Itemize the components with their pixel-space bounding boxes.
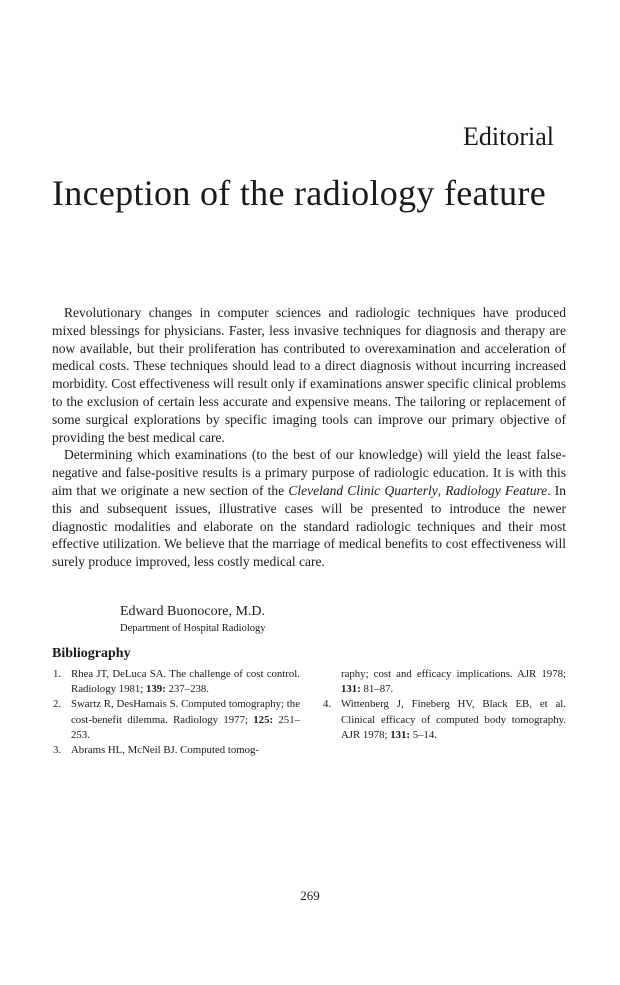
- reference-text: Rhea JT, DeLuca SA. The challenge of cost control. Radiology 1981;: [71, 668, 300, 696]
- article-title: Inception of the radiology feature: [52, 173, 547, 213]
- reference-item: [52, 667, 300, 697]
- reference-number: 4.: [323, 698, 332, 711]
- author-name: Edward Buonocore, M.D.: [120, 604, 266, 619]
- page-number: 269: [300, 888, 320, 903]
- paragraph-1: Revolutionary changes in computer sciences and radiologic techniques have produced mixed blessings for physicians. Faster, less invasive techniques for diagnosis and therapy are now available, but their proliferation has contributed to overexamination and acceleration of medical costs. These techniques should lead to a direct diagnosis without incurring increased morbidity. Cost effectiveness will result only if examinations answer specific clinical problems to the exclusion of certain less accurate and expensive means. The tailoring or replacement of some surgical explorations by specific imaging tools can improve our primary objective of providing the best medical care.: [52, 305, 566, 445]
- reference-text: Abrams HL, McNeil BJ. Computed tomog-: [71, 744, 260, 757]
- paragraph-2-text-a: Determining which examinations (to the best of our knowledge) will yield the least false-negative and false-positive results is a primary purpose of radiologic education. It is with this aim that we originate a new section of the: [52, 447, 566, 498]
- reference-volume: 131:: [390, 728, 410, 741]
- reference-item: [322, 697, 566, 743]
- journal-name: Cleveland Clinic Quarterly: [288, 482, 438, 498]
- signature: [120, 603, 266, 636]
- reference-pages: 251–253.: [71, 713, 300, 741]
- reference-number: 3.: [53, 744, 62, 757]
- reference-volume: 139:: [145, 683, 166, 696]
- section-label: Editorial: [463, 122, 554, 151]
- reference-text: Wittenberg J, Fineberg HV, Black EB, et al. Clinical efficacy of computed body tomography. AJR 1978;: [341, 698, 566, 741]
- reference-number: 2.: [53, 698, 62, 711]
- reference-item: [52, 743, 300, 758]
- article-body: [52, 304, 566, 571]
- bibliography-column-right: [322, 667, 566, 743]
- bibliography-heading: Bibliography: [52, 646, 131, 661]
- reference-pages: 81–87.: [360, 683, 394, 696]
- reference-text: raphy; cost and efficacy implications. AJR 1978;: [341, 668, 566, 680]
- paragraph-2-text-b: ,: [437, 482, 446, 498]
- reference-volume: 125:: [253, 713, 274, 726]
- bibliography-column-left: [52, 667, 300, 758]
- reference-volume: 131:: [341, 683, 361, 696]
- reference-number: 1.: [53, 668, 62, 680]
- paragraph-2-text-c: . In this and subsequent issues, illustrative cases will be presented to introduce the newer diagnostic modalities and elaborate on the standard radiologic techniques and their most effective utilization. We believe that the marriage of medical benefits to cost effectiveness will surely produce improved, less costly medical care.: [52, 482, 567, 570]
- reference-item: [52, 697, 300, 743]
- paragraph-2: [52, 446, 566, 571]
- feature-name: Radiology Feature: [445, 482, 548, 498]
- reference-continuation: [322, 667, 566, 697]
- reference-pages: 5–14.: [410, 728, 437, 741]
- reference-pages: 237–238.: [165, 683, 209, 696]
- author-department: Department of Hospital Radiology: [120, 623, 266, 634]
- reference-text: Swartz R, DesHarnais S. Computed tomography; the cost-benefit dilemma. Radiology 1977;: [71, 698, 300, 726]
